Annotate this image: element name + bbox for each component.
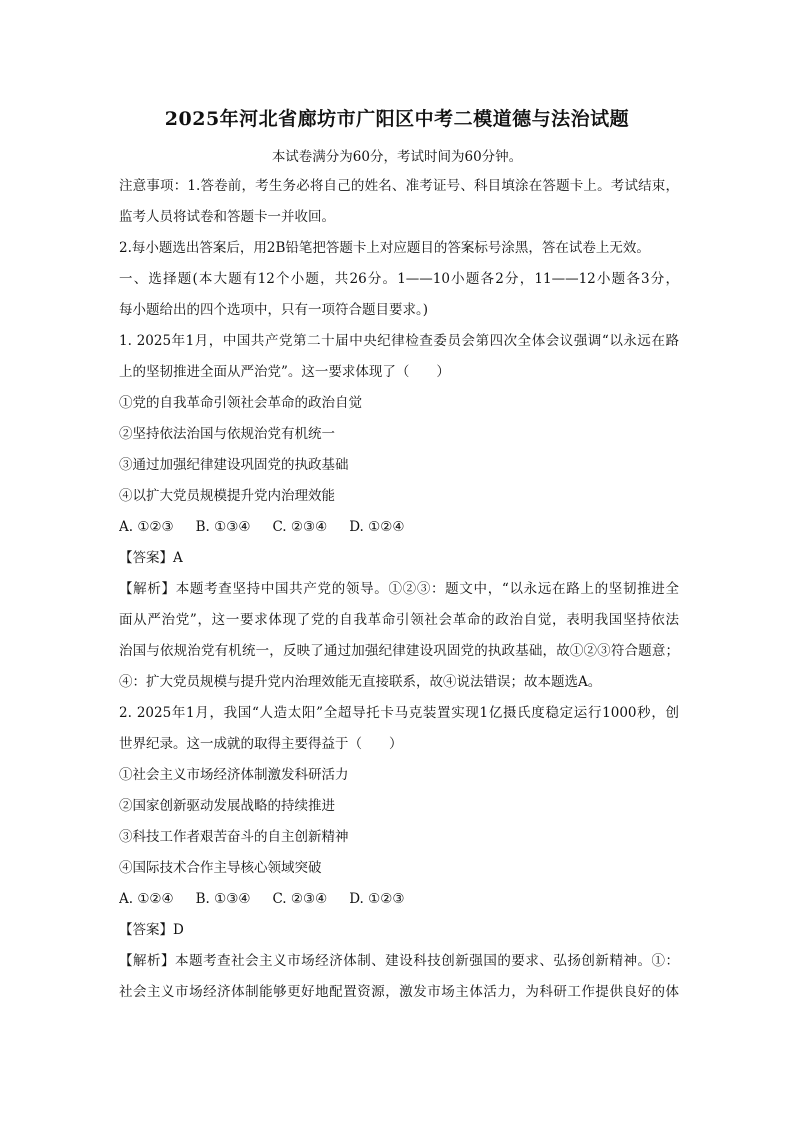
q2-stem-line: 世界纪录。这一成就的取得主要得益于（ ） [119,736,403,752]
q1-option-d: D. ①②④ [349,519,405,535]
q1-stem-line: 上的坚韧推进全面从严治党”。这一要求体现了（ ） [119,364,450,380]
section-heading-line: 每小题给出的四个选项中，只有一项符合题目要求。) [119,302,429,318]
q1-item: ①党的自我革命引领社会革命的政治自觉 [119,395,362,411]
q2-option-d: D. ①②③ [349,891,405,907]
q2-stem-line: 2. 2025年1月，我国“人造太阳”全超导托卡马克装置实现1亿摄氏度稳定运行1000秒，创 [119,705,679,721]
q2-analysis-line: 【解析】本题考查社会主义市场经济体制、建设科技创新强国的要求、弘扬创新精神。①： [119,953,679,969]
q2-option-b: B. ①③④ [195,891,251,907]
q2-analysis-line: 社会主义市场经济体制能够更好地配置资源，激发市场主体活力，为科研工作提供良好的体 [119,984,679,1000]
q1-item: ③通过加强纪律建设巩固党的执政基础 [119,457,349,473]
q2-option-c: C. ②③④ [272,891,328,907]
q2-answer: 【答案】D [119,922,184,938]
q2-item: ③科技工作者艰苦奋斗的自主创新精神 [119,829,349,845]
q1-option-a: A. ①②③ [119,519,174,535]
notes-line: 2.每小题选出答案后，用2B铅笔把答题卡上对应题目的答案标号涂黑，答在试卷上无效。 [119,240,650,256]
q2-item: ①社会主义市场经济体制激发科研活力 [119,767,349,783]
q2-options [119,889,679,909]
q1-options [119,517,679,537]
q1-analysis-line: 治国与依规治党有机统一，反映了通过加强纪律建设巩固党的执政基础，故①②③符合题意； [119,643,679,659]
q1-option-b: B. ①③④ [195,519,251,535]
notes-line: 注意事项：1.答卷前，考生务必将自己的姓名、准考证号、科目填涂在答题卡上。考试结束， [119,178,679,194]
q1-item: ②坚持依法治国与依规治党有机统一 [119,426,335,442]
q1-option-c: C. ②③④ [272,519,328,535]
section-heading-line: 一、选择题(本大题有12个小题，共26分。1——10小题各2分，11——12小题各3分， [119,271,679,287]
q2-item: ②国家创新驱动发展战略的持续推进 [119,798,335,814]
q1-analysis-line: 面从严治党”，这一要求体现了党的自我革命引领社会革命的政治自觉，表明我国坚持依法 [119,612,679,628]
q1-item: ④以扩大党员规模提升党内治理效能 [119,488,335,504]
notes-line: 监考人员将试卷和答题卡一并收回。 [119,209,335,225]
q1-analysis-line: ④：扩大党员规模与提升党内治理效能无直接联系，故④说法错误；故本题选A。 [119,674,602,690]
q1-stem-line: 1. 2025年1月，中国共产党第二十届中央纪律检查委员会第四次全体会议强调“以永远在路 [119,333,679,349]
q2-option-a: A. ①②④ [119,891,174,907]
page-title: 2025年河北省廊坊市广阳区中考二模道德与法治试题 [164,108,630,130]
q1-answer: 【答案】A [119,550,183,566]
page-subtitle: 本试卷满分为60分，考试时间为60分钟。 [271,149,523,165]
q2-item: ④国际技术合作主导核心领域突破 [119,860,322,876]
q1-analysis-line: 【解析】本题考查坚持中国共产党的领导。①②③：题文中，“以永远在路上的坚韧推进全 [119,581,679,597]
